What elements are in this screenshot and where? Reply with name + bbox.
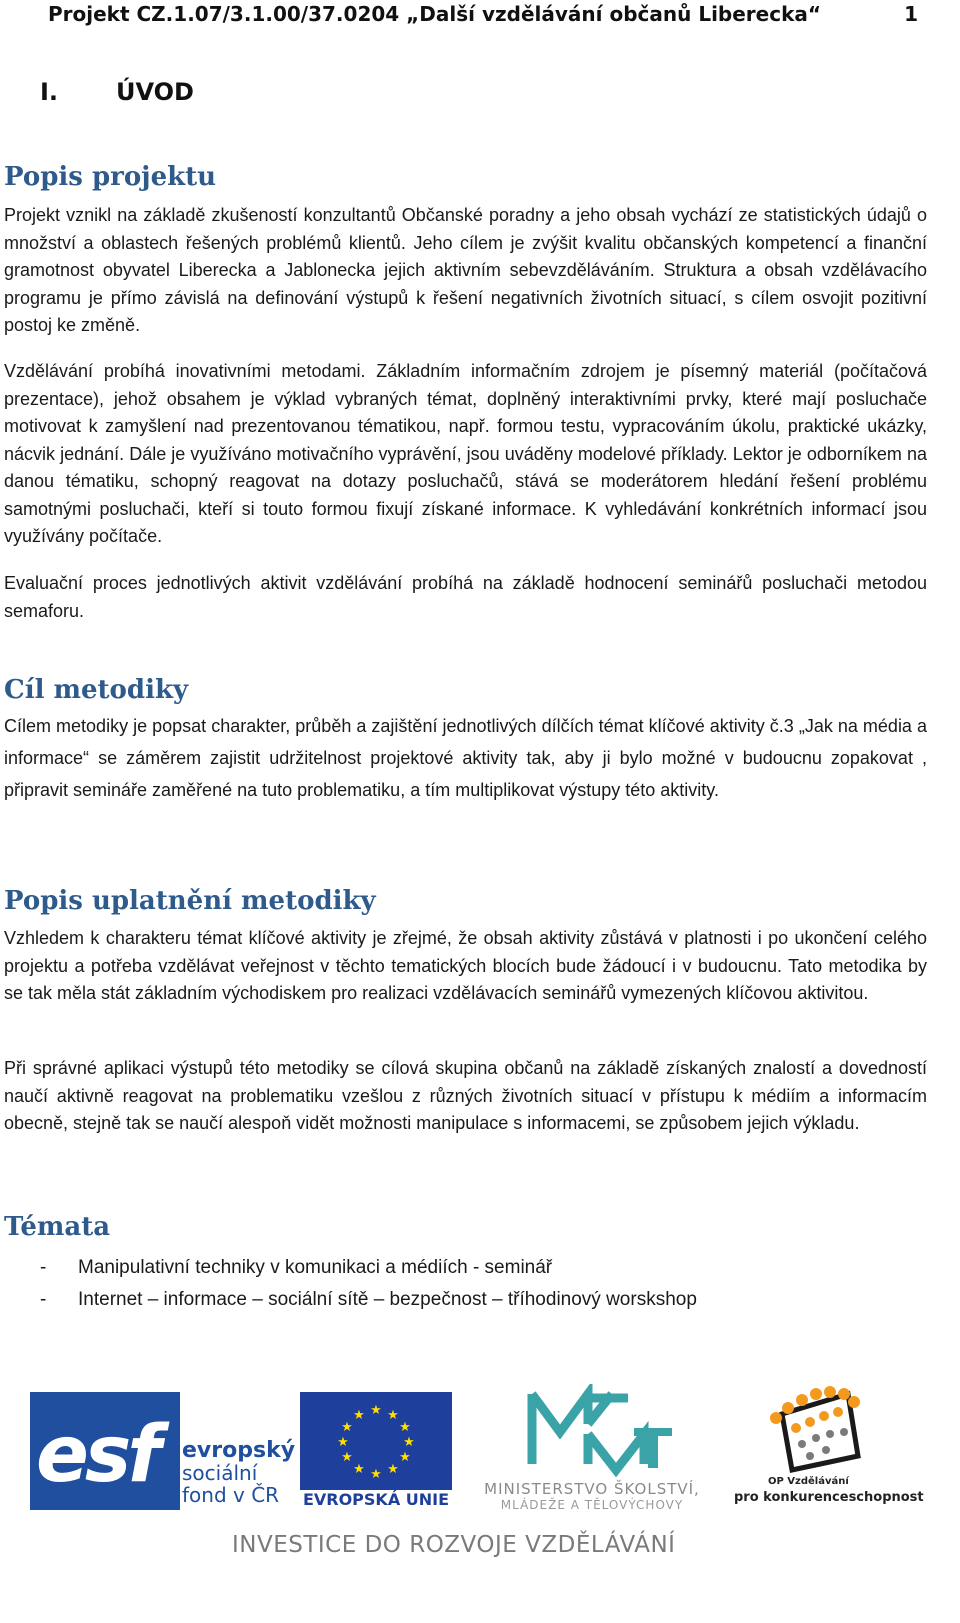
chapter-title: ÚVOD xyxy=(116,78,194,106)
section-heading-popis-projektu: Popis projektu xyxy=(4,162,217,192)
svg-text:★: ★ xyxy=(353,1408,365,1423)
funding-logos xyxy=(0,1380,960,1623)
svg-text:★: ★ xyxy=(341,1420,353,1435)
svg-text:★: ★ xyxy=(399,1420,411,1435)
svg-text:★: ★ xyxy=(387,1462,399,1477)
list-item xyxy=(40,1252,697,1284)
msmt-logo xyxy=(462,1384,722,1510)
svg-text:★: ★ xyxy=(353,1462,365,1477)
opvk-emblem-icon xyxy=(730,1386,930,1474)
chapter-heading xyxy=(40,78,194,106)
opvk-line2: pro konkurenceschopnost xyxy=(734,1490,924,1505)
svg-text:★: ★ xyxy=(370,1467,382,1482)
paragraph: Cílem metodiky je popsat charakter, průběh a zajištění jednotlivých dílčích témat klíčové aktivity č.3 „Jak na média a informace“ se záměrem zajistit udržitelnost projektové aktivity tak, aby ji bylo možné v budoucnu zopakovat , připravit semináře zaměřené na tuto problematiku, a tím multiplikovat výstupy této aktivity. xyxy=(4,716,927,800)
esf-logo xyxy=(30,1392,296,1510)
esf-letters: esf xyxy=(36,1410,158,1500)
eu-flag xyxy=(300,1392,452,1490)
paragraph: Vzdělávání probíhá inovativními metodami. Základním informačním zdrojem je písemný materiál (počítačová prezentace), jehož obsahem je výklad vybraných témat, doplněný interaktivními prvky, které mají posluchače motivovat k zamyšlení nad prezentovanou tématikou, např. formou testu, vypracováním úkolu, praktické ukázky, nácvik jednání. Dále je využíváno motivačního vyprávění, jsou uváděny modelové příklady. Lektor je odborníkem na danou tématiku, schopný reagovat na dotazy posluchačů, stává se moderátorem hledání řešení problému samotnými posluchači, kteří si touto formou fixují získané informace. K vyhledávání konkrétních informací jsou využívány počítače. xyxy=(4,361,927,546)
msmt-line1: MINISTERSTVO ŠKOLSTVÍ, xyxy=(484,1480,700,1498)
list-item-text: Internet – informace – sociální sítě – bezpečnost – tříhodinový worskshop xyxy=(78,1289,697,1310)
section-heading-temata: Témata xyxy=(4,1212,111,1242)
eu-caption: EVROPSKÁ UNIE xyxy=(302,1490,450,1509)
section-heading-cil-metodiky: Cíl metodiky xyxy=(4,675,189,705)
page-header xyxy=(48,2,918,30)
esf-caption: evropský sociální fond v ČR xyxy=(182,1438,296,1507)
svg-text:★: ★ xyxy=(337,1435,349,1450)
page-number: 1 xyxy=(904,2,918,26)
paragraph: Vzhledem k charakteru témat klíčové aktivity je zřejmé, že obsah aktivity zůstává v platnosti i po ukončení celého projektu a potřeba vzdělávat veřejnost v těchto tematických blocích bude žádoucí i v budoucnu. Tato metodika by se tak měla stát základním východiskem pro realizaci vzdělávacích seminářů vymezených klíčovou aktivitou. xyxy=(4,928,927,1003)
eu-stars-icon xyxy=(300,1392,452,1490)
slogan: INVESTICE DO ROZVOJE VZDĚLÁVÁNÍ xyxy=(232,1532,676,1558)
paragraph: Při správné aplikaci výstupů této metodiky se cílová skupina občanů na základě získaných znalostí a dovedností naučí aktivně reagovat na problematiku vzešlou z různých životních situací v přístupu k médiím a informacím obecně, stejně tak se naučí alespoň vidět možnosti manipulace s informacemi, se způsobem jejich výkladu. xyxy=(4,1058,927,1133)
list-item xyxy=(40,1284,697,1316)
msmt-monogram-icon xyxy=(462,1384,722,1478)
paragraph: Projekt vznikl na základě zkušeností konzultantů Občanské poradny a jeho obsah vychází ze statistických údajů o množství a oblastech řešených problémů klientů. Jeho cílem je zvýšit kvalitu občanských kompetencí a finanční gramotnost obyvatel Liberecka a Jablonecka jejich aktivním sebevzděláváním. Struktura a obsah vzdělávacího programu je přímo závislá na definování výstupů k řešení negativních životních situací, s cílem osvojit pozitivní postoj ke změně. xyxy=(4,205,927,335)
opvk-line1: OP Vzdělávání xyxy=(768,1476,849,1487)
topics-list xyxy=(40,1252,697,1316)
section-heading-popis-uplatneni: Popis uplatnění metodiky xyxy=(4,886,376,916)
project-title: Projekt CZ.1.07/3.1.00/37.0204 „Další vzdělávání občanů Liberecka“ xyxy=(48,2,822,26)
list-marker: - xyxy=(40,1289,47,1310)
svg-text:★: ★ xyxy=(341,1450,353,1465)
opvk-logo xyxy=(730,1386,930,1510)
paragraph: Evaluační proces jednotlivých aktivit vzdělávání probíhá na základě hodnocení seminářů posluchači metodou semaforu. xyxy=(4,573,927,621)
eu-logo xyxy=(300,1392,452,1510)
svg-text:★: ★ xyxy=(403,1435,415,1450)
msmt-line2: MLÁDEŽE A TĚLOVÝCHOVY xyxy=(500,1498,684,1512)
list-item-text: Manipulativní techniky v komunikaci a médiích - seminář xyxy=(78,1257,553,1278)
list-marker: - xyxy=(40,1257,47,1278)
svg-text:★: ★ xyxy=(387,1408,399,1423)
chapter-number: I. xyxy=(40,78,59,106)
svg-text:★: ★ xyxy=(370,1403,382,1418)
svg-text:★: ★ xyxy=(399,1450,411,1465)
